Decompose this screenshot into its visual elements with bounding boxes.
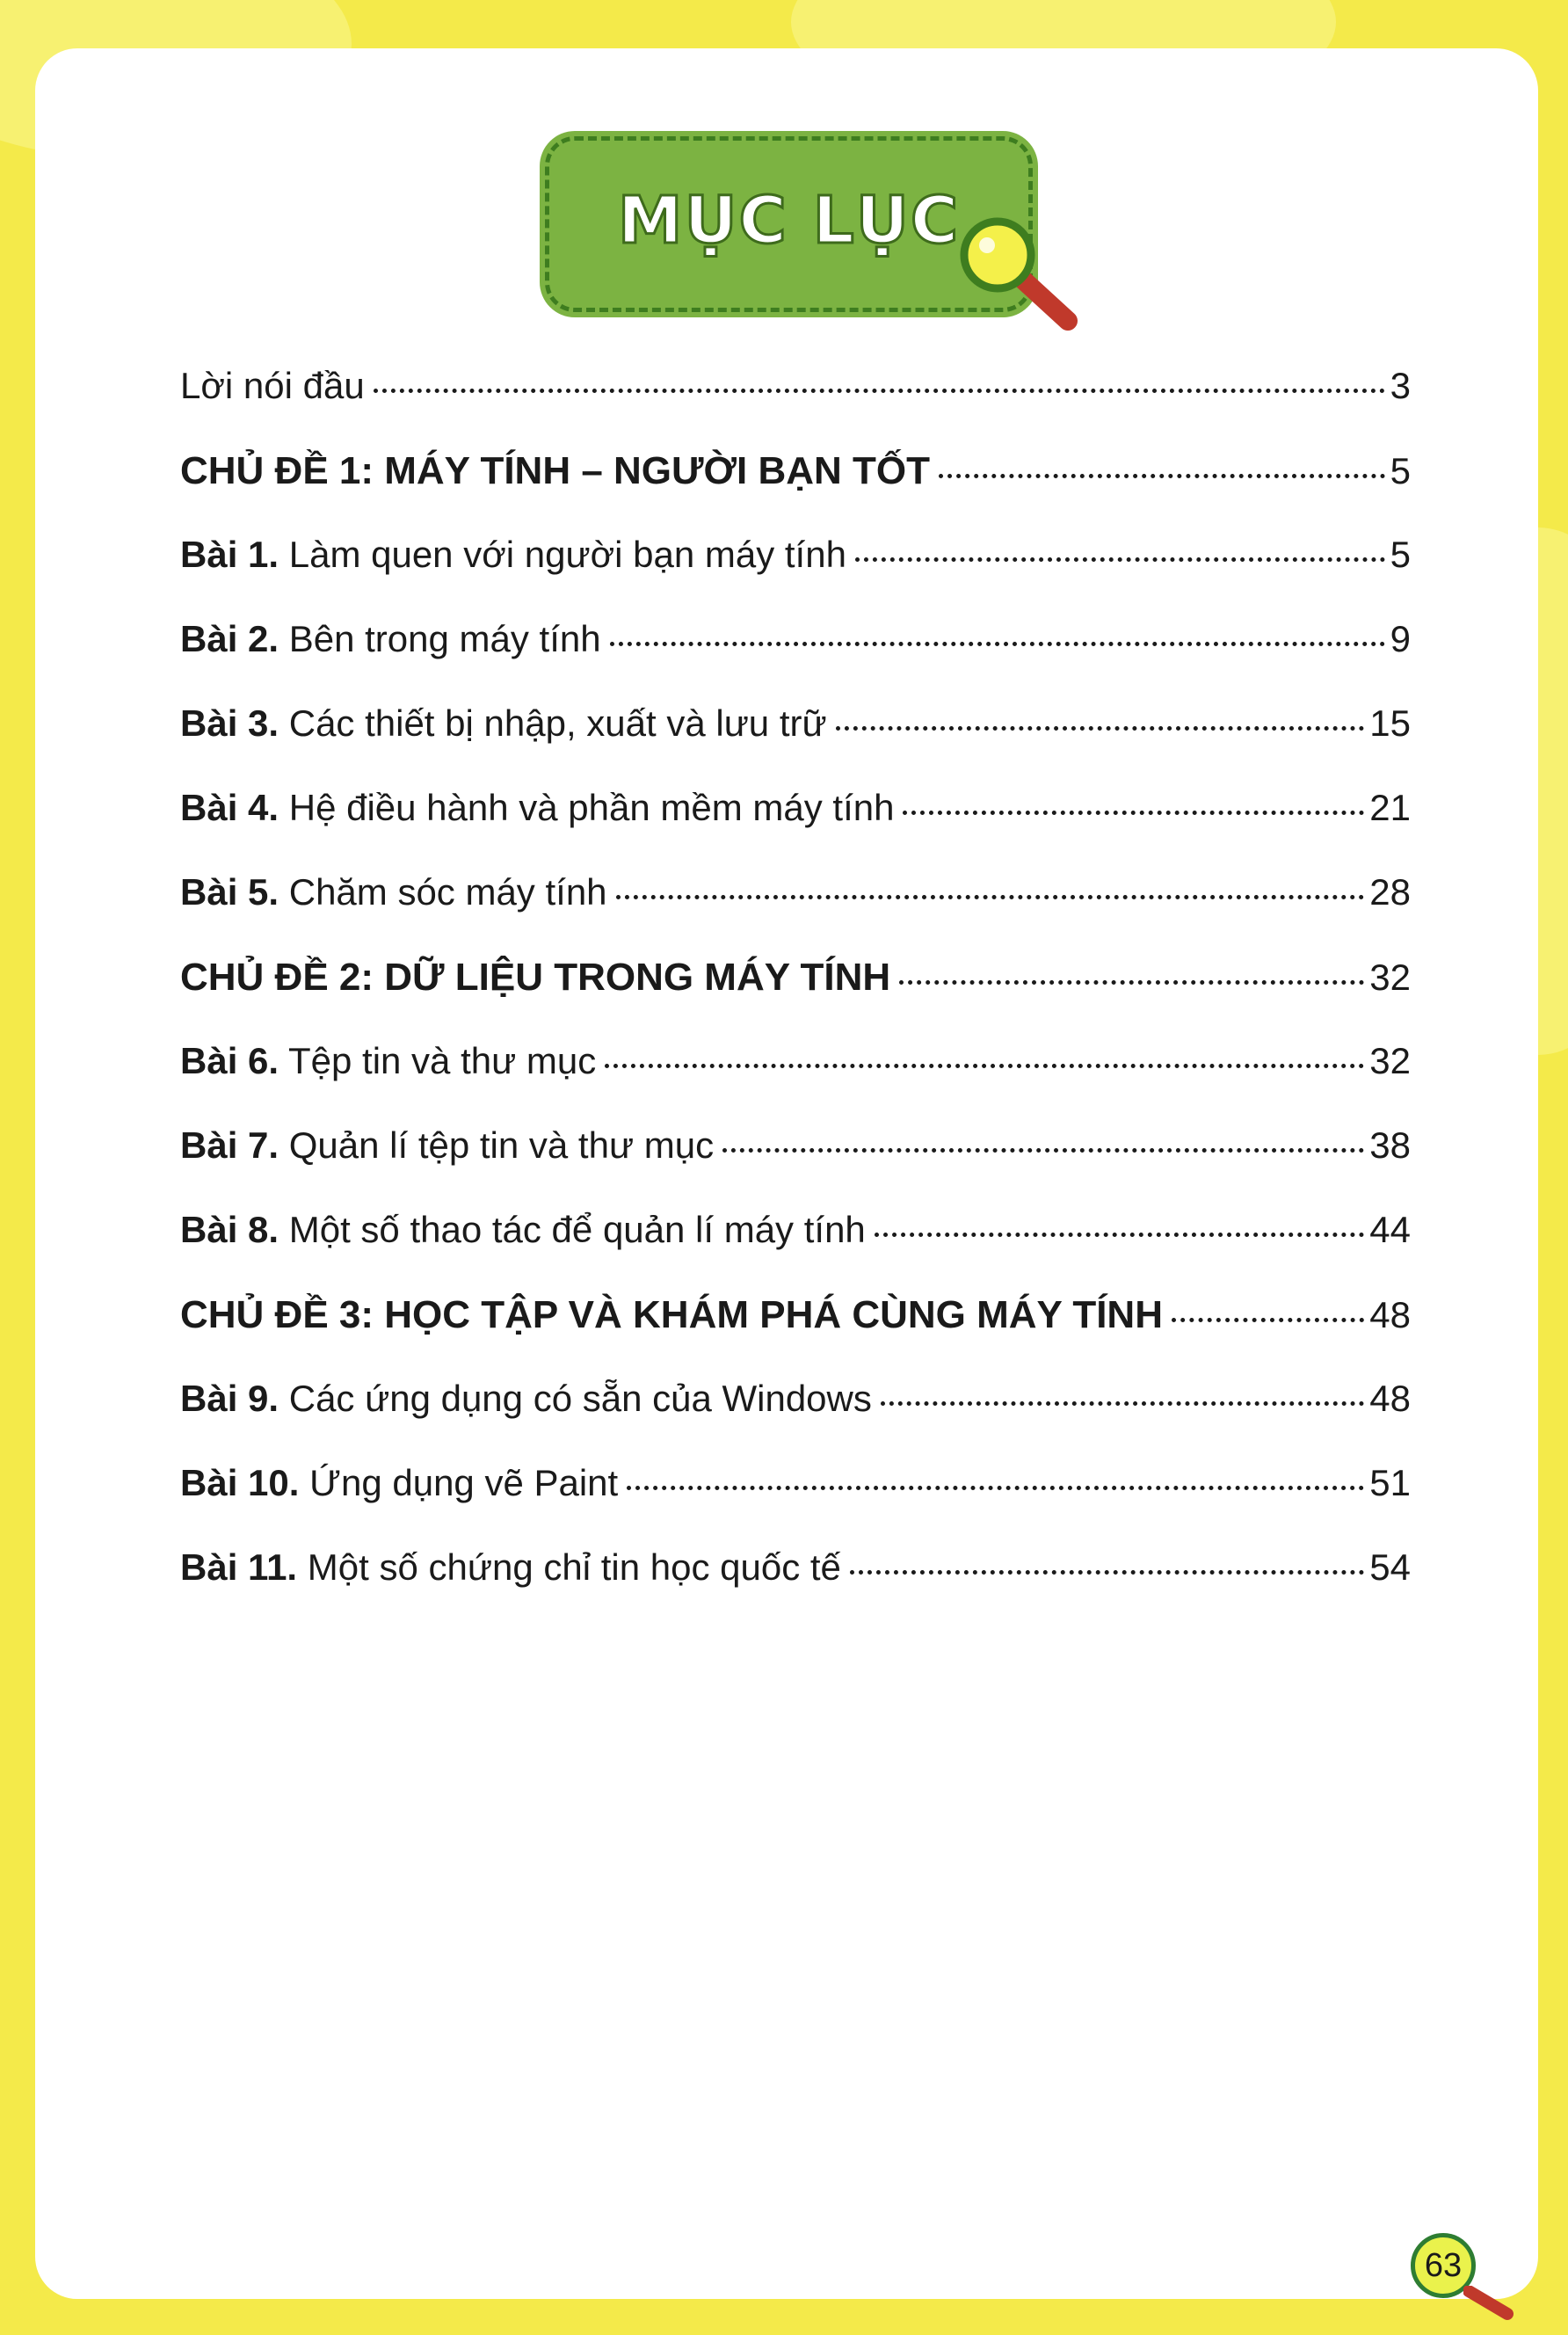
toc-entry-row (180, 1040, 1411, 1124)
toc-page-number: 32 (1369, 957, 1411, 998)
dot-leader (850, 1570, 1364, 1575)
toc-lesson-number: Bài 6. (180, 1040, 279, 1081)
toc-page-number: 21 (1369, 787, 1411, 828)
toc-page-number: 9 (1390, 618, 1411, 659)
toc-lesson-number: Bài 10. (180, 1462, 300, 1503)
toc-entry-title: Ứng dụng vẽ Paint (309, 1462, 619, 1503)
page-title: MỤC LỤC (617, 183, 961, 258)
toc-lesson-number: Bài 3. (180, 702, 279, 744)
toc-lesson-number: Bài 1. (180, 534, 279, 575)
page-number: 63 (1411, 2233, 1476, 2298)
toc-lesson-number: Bài 11. (180, 1546, 298, 1588)
magnifier-handle-icon (1463, 2286, 1516, 2321)
dot-leader (1172, 1318, 1364, 1322)
toc-entry-title: Tệp tin và thư mục (287, 1040, 597, 1081)
toc-page-number: 44 (1369, 1209, 1411, 1250)
dot-leader (616, 895, 1365, 899)
toc-entry-row (180, 871, 1411, 956)
dot-leader (627, 1486, 1364, 1490)
toc-entry-row (180, 534, 1411, 618)
toc-entry-title: Một số thao tác để quản lí máy tính (288, 1209, 866, 1250)
toc-page-number: 5 (1390, 450, 1411, 491)
toc-entry-title: Quản lí tệp tin và thư mục (288, 1124, 715, 1166)
toc-entry-row (180, 702, 1411, 787)
toc-entry-row (180, 1378, 1411, 1462)
toc-page-number: 15 (1369, 702, 1411, 744)
toc-entry-label (180, 449, 930, 493)
toc-page-number: 38 (1369, 1124, 1411, 1166)
dot-leader (610, 642, 1385, 646)
toc-entry-label (180, 787, 894, 829)
dot-leader (605, 1064, 1364, 1068)
dot-leader (836, 726, 1365, 731)
toc-entry-label (180, 871, 607, 913)
toc-entry-title: Hệ điều hành và phần mềm máy tính (288, 787, 895, 828)
toc-entry-row (180, 1462, 1411, 1546)
toc-entry-title: Các ứng dụng có sẵn của Windows (288, 1378, 872, 1419)
toc-page-number: 48 (1369, 1378, 1411, 1419)
toc-entry-title: CHỦ ĐỀ 3: HỌC TẬP VÀ KHÁM PHÁ CÙNG MÁY TÍNH (180, 1293, 1163, 1336)
toc-entry-title: Chăm sóc máy tính (288, 871, 607, 913)
toc-chapter-row (180, 1293, 1411, 1378)
toc-entry-title: Một số chứng chỉ tin học quốc tế (307, 1546, 841, 1588)
toc-entry-row (180, 787, 1411, 871)
toc-page-number: 32 (1369, 1040, 1411, 1081)
toc-entry-label (180, 956, 890, 1000)
toc-entry-label (180, 1546, 841, 1589)
toc-entry-label (180, 1124, 714, 1167)
toc-entry-label (180, 1209, 866, 1251)
toc-entry-label (180, 365, 365, 407)
toc-entry-label (180, 618, 601, 660)
toc-entry-title: CHỦ ĐỀ 2: DỮ LIỆU TRONG MÁY TÍNH (180, 956, 891, 999)
toc-entry-row (180, 1124, 1411, 1209)
toc-entry-row (180, 365, 1411, 449)
toc-lesson-number: Bài 5. (180, 871, 279, 913)
toc-lesson-number: Bài 2. (180, 618, 279, 659)
toc-entry-row (180, 1546, 1411, 1631)
toc-entry-title: CHỦ ĐỀ 1: MÁY TÍNH – NGƯỜI BẠN TỐT (180, 449, 931, 492)
dot-leader (939, 474, 1385, 478)
toc-chapter-row (180, 449, 1411, 534)
toc-entry-label (180, 702, 827, 745)
toc-entry-label (180, 534, 846, 576)
toc-page-number: 51 (1369, 1462, 1411, 1503)
toc-page-number: 48 (1369, 1294, 1411, 1335)
toc-entry-row (180, 1209, 1411, 1293)
toc-lesson-number: Bài 9. (180, 1378, 279, 1419)
toc-entry-title: Các thiết bị nhập, xuất và lưu trữ (288, 702, 827, 744)
dot-leader (374, 389, 1385, 393)
toc-page-number: 5 (1390, 534, 1411, 575)
dot-leader (875, 1233, 1365, 1237)
dot-leader (899, 980, 1364, 985)
dot-leader (881, 1401, 1364, 1406)
toc-entry-label (180, 1293, 1163, 1337)
magnifier-icon (954, 215, 1085, 338)
toc-page-number: 28 (1369, 871, 1411, 913)
toc-entry-label (180, 1378, 872, 1420)
dot-leader (855, 557, 1385, 562)
toc-entry-row (180, 618, 1411, 702)
toc-lesson-number: Bài 4. (180, 787, 279, 828)
toc-page-number: 54 (1369, 1546, 1411, 1588)
toc-entry-title: Bên trong máy tính (288, 618, 601, 659)
toc-entry-title: Lời nói đầu (180, 365, 365, 406)
toc-entry-label (180, 1462, 618, 1504)
toc-entry-title: Làm quen với người bạn máy tính (288, 534, 846, 575)
toc-chapter-row (180, 956, 1411, 1040)
toc-entry-label (180, 1040, 596, 1082)
dot-leader (722, 1148, 1364, 1153)
toc-lesson-number: Bài 7. (180, 1124, 279, 1166)
table-of-contents (180, 365, 1411, 1631)
toc-lesson-number: Bài 8. (180, 1209, 279, 1250)
toc-page-number: 3 (1390, 365, 1411, 406)
dot-leader (903, 811, 1364, 815)
